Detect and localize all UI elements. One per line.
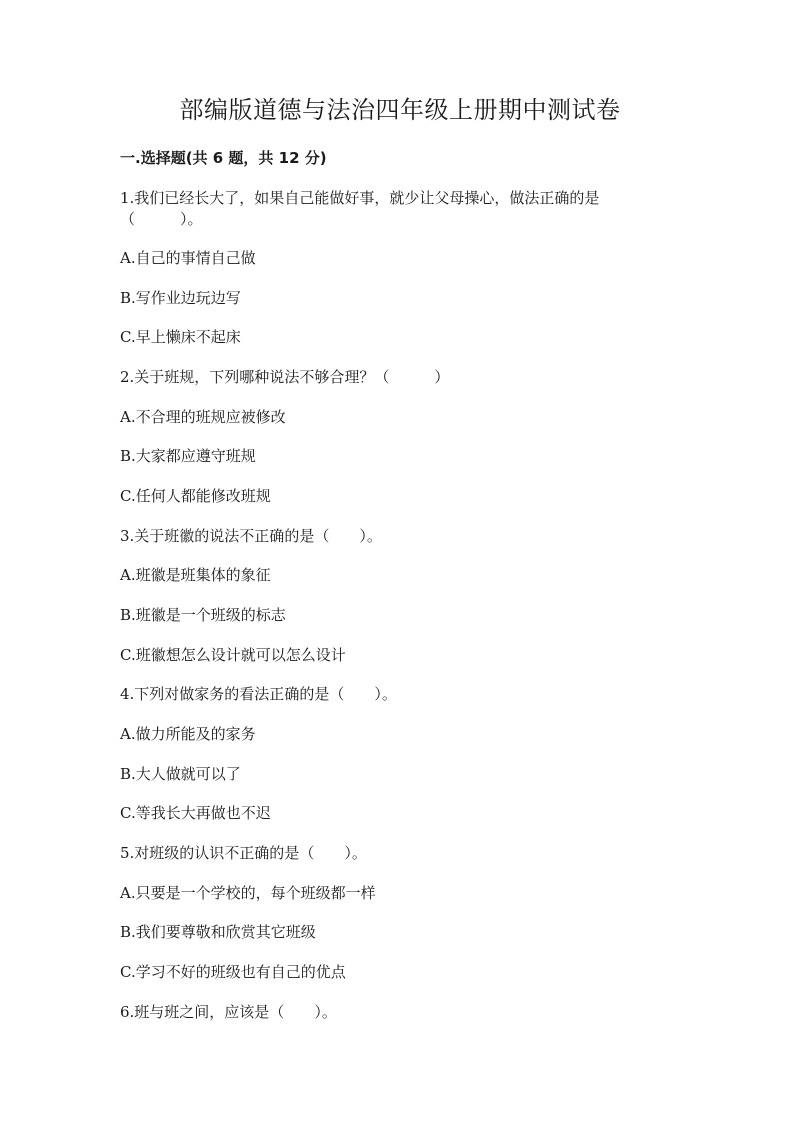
question-5-option-a: A.只要是一个学校的，每个班级都一样 xyxy=(120,884,376,902)
question-3-option-a: A.班徽是班集体的象征 xyxy=(120,566,271,584)
question-2-text: 2.关于班规，下列哪种说法不够合理？（ ） xyxy=(120,368,450,386)
question-1-text: 1.我们已经长大了，如果自己能做好事，就少让父母操心，做法正确的是 xyxy=(120,189,600,207)
page-title: 部编版道德与法治四年级上册期中测试卷 xyxy=(179,96,621,124)
question-4-option-a: A.做力所能及的家务 xyxy=(120,725,256,743)
question-2-option-a: A.不合理的班规应被修改 xyxy=(120,408,286,426)
question-3-option-b: B.班徽是一个班级的标志 xyxy=(120,606,286,624)
question-2-option-c: C.任何人都能修改班规 xyxy=(120,487,271,505)
question-1-text-continued: （ ）。 xyxy=(120,210,203,228)
question-1-option-a: A.自己的事情自己做 xyxy=(120,249,256,267)
question-3-text: 3.关于班徽的说法不正确的是（ ）。 xyxy=(120,527,382,545)
question-1-option-c: C.早上懒床不起床 xyxy=(120,328,241,346)
question-4-option-b: B.大人做就可以了 xyxy=(120,765,241,783)
question-4-option-c: C.等我长大再做也不迟 xyxy=(120,804,271,822)
question-2-option-b: B.大家都应遵守班规 xyxy=(120,447,256,465)
question-5-option-b: B.我们要尊敬和欣赏其它班级 xyxy=(120,923,316,941)
question-6-text: 6.班与班之间，应该是（ ）。 xyxy=(120,1003,337,1021)
section-heading: 一.选择题(共 6 题，共 12 分) xyxy=(120,149,327,167)
question-4-text: 4.下列对做家务的看法正确的是（ ）。 xyxy=(120,685,397,703)
question-1-option-b: B.写作业边玩边写 xyxy=(120,289,241,307)
question-5-text: 5.对班级的认识不正确的是（ ）。 xyxy=(120,844,367,862)
question-5-option-c: C.学习不好的班级也有自己的优点 xyxy=(120,963,346,981)
question-3-option-c: C.班徽想怎么设计就可以怎么设计 xyxy=(120,646,346,664)
